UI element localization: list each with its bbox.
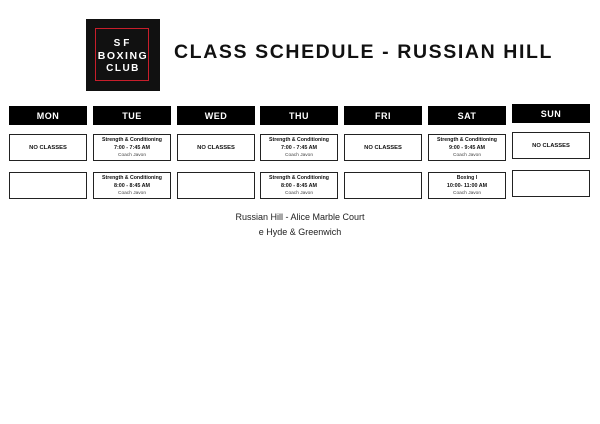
- class-entry: [428, 172, 506, 199]
- schedule-cell: [512, 132, 590, 159]
- page-title: CLASS SCHEDULE - RUSSIAN HILL: [174, 41, 553, 63]
- schedule-cell: [344, 134, 422, 161]
- class-time: 8:00 - 8:45 AM: [113, 182, 151, 189]
- class-entry: [428, 134, 506, 161]
- empty-cell: [512, 170, 590, 197]
- class-entry: [93, 134, 171, 161]
- class-name: Boxing I: [456, 174, 478, 181]
- day-header-thu: THU: [260, 106, 338, 125]
- class-name: Strength & Conditioning: [102, 136, 162, 143]
- sf-boxing-club-logo: [86, 19, 160, 91]
- location-line-2: e Hyde & Greenwich: [258, 227, 342, 237]
- class-name: Strength & Conditioning: [102, 174, 162, 181]
- empty-cell: [9, 172, 87, 199]
- no-classes-label: NO CLASSES: [532, 142, 570, 149]
- logo-text-boxing: BOXING: [97, 50, 149, 62]
- day-header-wed: WED: [177, 106, 255, 125]
- location-line-1: Russian Hill - Alice Marble Court: [235, 212, 365, 222]
- class-name: Strength & Conditioning: [269, 136, 329, 143]
- class-time: 10:00- 11:00 AM: [446, 182, 488, 189]
- class-entry: [260, 134, 338, 161]
- class-entry: [260, 172, 338, 199]
- class-time: 9:00 - 9:45 AM: [448, 144, 486, 151]
- day-header-fri: FRI: [344, 106, 422, 125]
- class-coach: Coach Javon: [285, 152, 313, 158]
- class-time: 7:00 - 7:45 AM: [280, 144, 318, 151]
- class-coach: Coach Javon: [453, 152, 481, 158]
- logo-text-club: CLUB: [106, 63, 140, 74]
- schedule-cell: [177, 134, 255, 161]
- day-header-sun: SUN: [512, 104, 590, 123]
- day-header-mon: MON: [9, 106, 87, 125]
- empty-cell: [177, 172, 255, 199]
- class-name: Strength & Conditioning: [437, 136, 497, 143]
- logo-text-sf: SF: [113, 38, 133, 49]
- schedule-cell: [9, 134, 87, 161]
- no-classes-label: NO CLASSES: [29, 144, 67, 151]
- empty-cell: [344, 172, 422, 199]
- class-time: 7:00 - 7:45 AM: [113, 144, 151, 151]
- day-header-sat: SAT: [428, 106, 506, 125]
- class-time: 8:00 - 8:45 AM: [280, 182, 318, 189]
- class-entry: [93, 172, 171, 199]
- no-classes-label: NO CLASSES: [364, 144, 402, 151]
- no-classes-label: NO CLASSES: [197, 144, 235, 151]
- day-header-tue: TUE: [93, 106, 171, 125]
- class-coach: Coach Javon: [453, 190, 481, 196]
- class-coach: Coach Javon: [118, 152, 146, 158]
- class-name: Strength & Conditioning: [269, 174, 329, 181]
- class-coach: Coach Javon: [118, 190, 146, 196]
- class-coach: Coach Javon: [285, 190, 313, 196]
